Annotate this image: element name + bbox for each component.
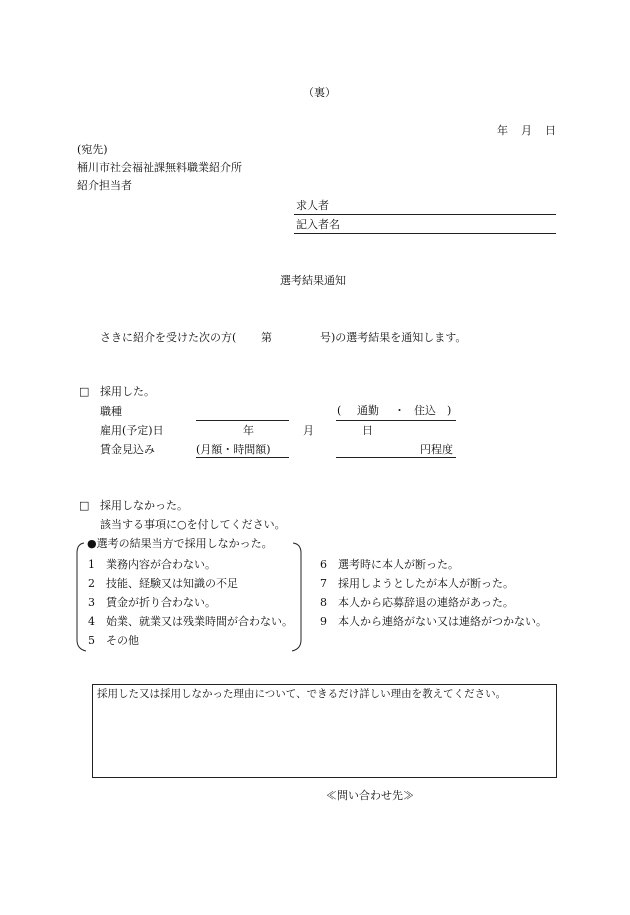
reason-4-text[interactable]: 始業、就業又は残業時間が合わない。 bbox=[106, 615, 293, 628]
reason-7-number: 7 bbox=[320, 577, 327, 590]
commute-option[interactable]: 通勤 bbox=[357, 404, 379, 417]
reason-6-number: 6 bbox=[320, 558, 327, 571]
reason-input-box[interactable] bbox=[92, 684, 557, 778]
reason-1-number: 1 bbox=[88, 558, 95, 571]
date-year-label: 年 bbox=[497, 124, 508, 137]
date-day-label: 日 bbox=[545, 124, 556, 137]
hired-heading: 採用した。 bbox=[100, 385, 155, 398]
not-hired-instruction: 該当する事項に○を付してください。 bbox=[100, 518, 286, 531]
employment-day-label: 日 bbox=[362, 424, 373, 437]
back-side-label: （裏） bbox=[303, 86, 336, 99]
live-in-option[interactable]: 住込 bbox=[414, 404, 436, 417]
addressee-office: 桶川市社会福祉課無料職業紹介所 bbox=[77, 161, 242, 174]
reason-group-title: ●選考の結果当方で採用しなかった。 bbox=[87, 537, 273, 550]
wage-unit: 円程度 bbox=[420, 443, 453, 456]
intro-text: さきに紹介を受けた次の方( bbox=[100, 331, 237, 344]
intro-number-suffix: 号)の選考結果を通知します。 bbox=[320, 331, 467, 344]
wage-type: (月額・時間額) bbox=[196, 443, 271, 456]
employer-label: 求人者 bbox=[296, 199, 329, 212]
reason-3-number: 3 bbox=[88, 596, 95, 609]
employment-month-label: 月 bbox=[303, 424, 314, 437]
reason-box-prompt: 採用した又は採用しなかった理由について、できるだけ詳しい理由を教えてください。 bbox=[97, 688, 507, 700]
reason-8-text[interactable]: 本人から応募辞退の連絡があった。 bbox=[338, 596, 514, 609]
reason-2-number: 2 bbox=[88, 577, 95, 590]
reason-2-text[interactable]: 技能、経験又は知識の不足 bbox=[106, 577, 238, 590]
reason-5-number: 5 bbox=[88, 634, 95, 647]
commute-open-paren: ( bbox=[337, 404, 342, 417]
addressee-prefix: (宛先) bbox=[77, 143, 108, 156]
reason-8-number: 8 bbox=[320, 596, 327, 609]
not-hired-checkbox[interactable]: □ bbox=[79, 499, 90, 512]
date-month-label: 月 bbox=[521, 124, 532, 137]
not-hired-heading: 採用しなかった。 bbox=[100, 499, 188, 512]
writer-label: 記入者名 bbox=[296, 218, 340, 231]
reason-3-text[interactable]: 賃金が折り合わない。 bbox=[106, 596, 216, 609]
hired-checkbox[interactable]: □ bbox=[79, 385, 90, 398]
contact-heading: ≪問い合わせ先≫ bbox=[326, 789, 414, 802]
job-type-label: 職種 bbox=[100, 405, 122, 418]
reason-5-text[interactable]: その他 bbox=[106, 634, 139, 647]
commute-separator: ・ bbox=[394, 404, 405, 417]
reason-9-text[interactable]: 本人から連絡がない又は連絡がつかない。 bbox=[338, 615, 547, 628]
document-title: 選考結果通知 bbox=[280, 274, 346, 287]
employment-date-label: 雇用(予定)日 bbox=[100, 424, 164, 437]
reason-4-number: 4 bbox=[88, 615, 95, 628]
addressee-person: 紹介担当者 bbox=[77, 179, 132, 192]
reason-1-text[interactable]: 業務内容が合わない。 bbox=[106, 558, 216, 571]
intro-number-prefix: 第 bbox=[261, 331, 272, 344]
wage-label: 賃金見込み bbox=[100, 443, 155, 456]
reason-9-number: 9 bbox=[320, 615, 327, 628]
reason-7-text[interactable]: 採用しようとしたが本人が断った。 bbox=[338, 577, 514, 590]
employment-year-label: 年 bbox=[243, 424, 254, 437]
commute-close-paren: ) bbox=[447, 404, 452, 417]
reason-6-text[interactable]: 選考時に本人が断った。 bbox=[338, 558, 459, 571]
